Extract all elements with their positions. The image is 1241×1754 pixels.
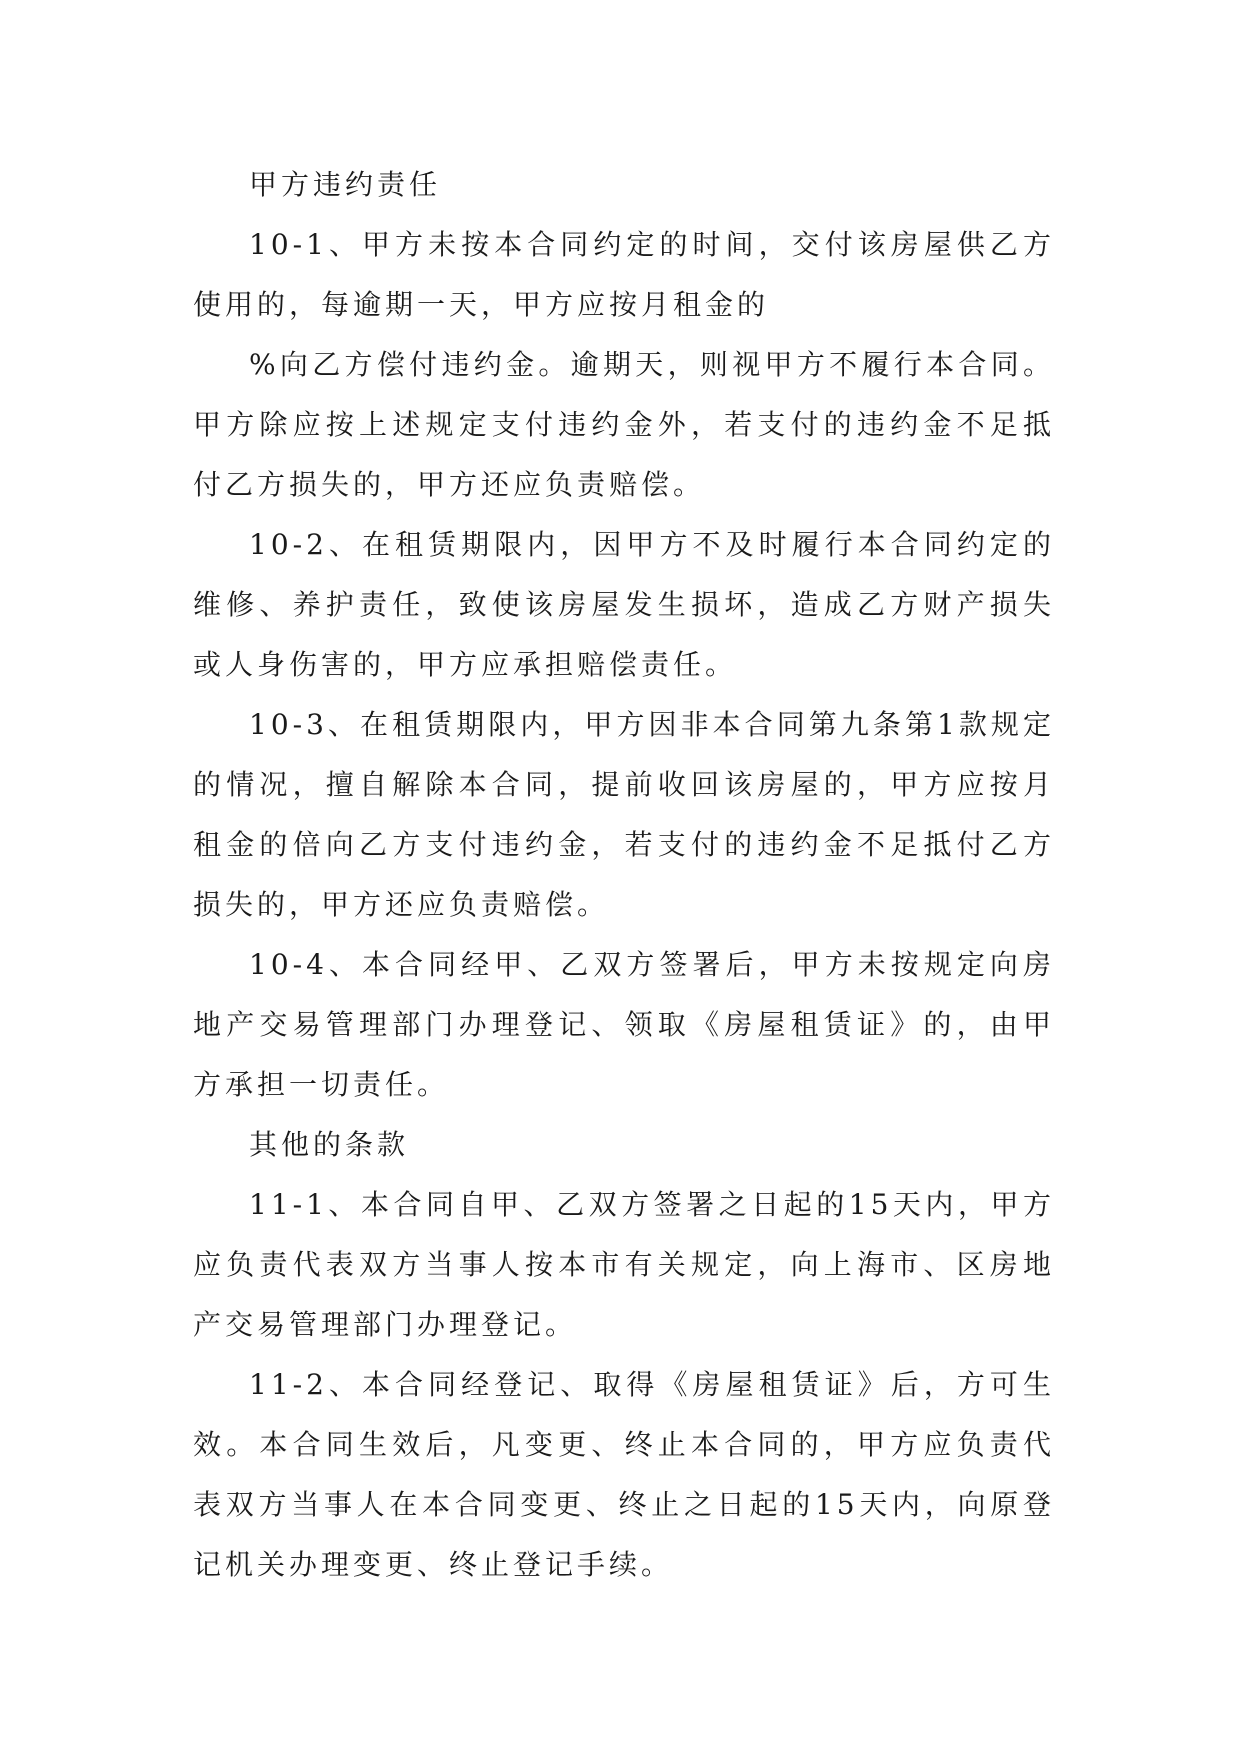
clause-10-1-continued: %向乙方偿付违约金。逾期天，则视甲方不履行本合同。甲方除应按上述规定支付违约金外，若支付的违约金不足抵付乙方损失的，甲方还应负责赔偿。 xyxy=(193,348,1055,501)
section-heading-other-terms: 其他的条款 xyxy=(249,1128,410,1161)
clause-10-1: 10-1、甲方未按本合同约定的时间，交付该房屋供乙方使用的，每逾期一天，甲方应按月租金的 xyxy=(193,228,1055,321)
clause-11-2: 11-2、本合同经登记、取得《房屋租赁证》后，方可生效。本合同生效后，凡变更、终止本合同的，甲方应负责代表双方当事人在本合同变更、终止之日起的15天内，向原登记机关办理变更、终止登记手续。 xyxy=(193,1368,1055,1581)
clause-10-2: 10-2、在租赁期限内，因甲方不及时履行本合同约定的维修、养护责任，致使该房屋发生损坏，造成乙方财产损失或人身伤害的，甲方应承担赔偿责任。 xyxy=(193,528,1055,681)
clause-10-3: 10-3、在租赁期限内，甲方因非本合同第九条第1款规定的情况，擅自解除本合同，提前收回该房屋的，甲方应按月租金的倍向乙方支付违约金，若支付的违约金不足抵付乙方损失的，甲方还应负责赔偿。 xyxy=(193,708,1055,921)
clause-10-4: 10-4、本合同经甲、乙双方签署后，甲方未按规定向房地产交易管理部门办理登记、领取《房屋租赁证》的，由甲方承担一切责任。 xyxy=(193,948,1055,1101)
document-page xyxy=(193,155,1055,1595)
section-heading-party-a-liability: 甲方违约责任 xyxy=(249,168,442,201)
clause-11-1: 11-1、本合同自甲、乙双方签署之日起的15天内，甲方应负责代表双方当事人按本市有关规定，向上海市、区房地产交易管理部门办理登记。 xyxy=(193,1188,1055,1341)
